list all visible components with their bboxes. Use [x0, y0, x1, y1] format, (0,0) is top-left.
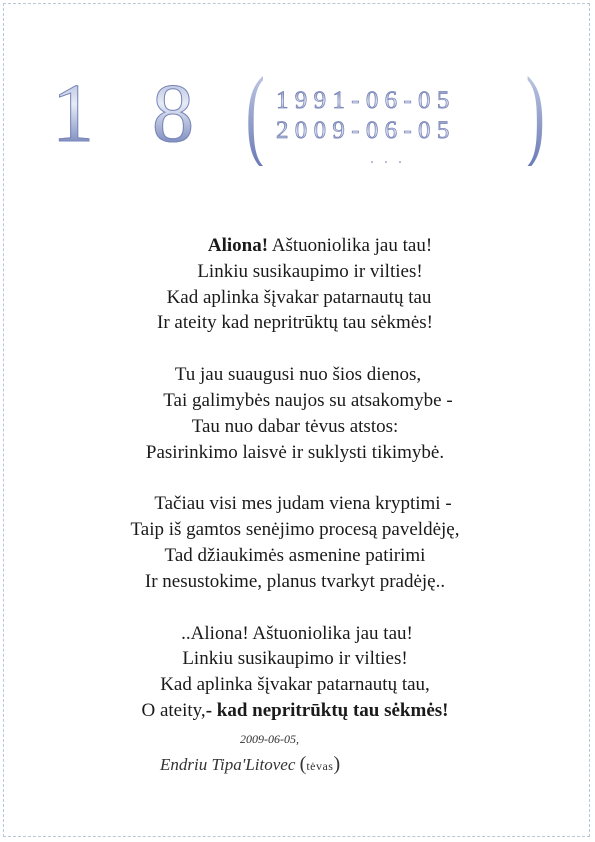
closing-wish-bold: - kad nepritrūktų tau sėkmės! [205, 699, 449, 721]
poem-line: Kad aplinka šįvakar patarnautų tau [166, 286, 432, 308]
poem-line: Tau nuo dabar tėvus atstos: [191, 415, 399, 437]
poem-line: Taip iš gamtos senėjimo procesą paveldėję, [130, 519, 460, 541]
stanza-4 [60, 621, 530, 724]
poem-line: Aliona! Aštuoniolika jau tau! [207, 235, 433, 256]
poem-line: ..Aliona! Aštuoniolika jau tau! [181, 622, 413, 644]
poem-line: Tačiau visi mes judam viena kryptimi - [154, 493, 452, 515]
poem-line: Tai galimybės naujos su atsakomybe - [163, 389, 453, 411]
stanza-1 [60, 233, 530, 336]
poem-line: Tad džiaukimės asmenine patirimi [164, 544, 426, 566]
poem-line: Linkiu susikaupimo ir vilties! [182, 648, 408, 670]
stanza-2 [60, 362, 530, 465]
poem-line: Ir ateity kad nepritrūktų tau sėkmės! [157, 312, 433, 334]
age-digit-eight: 8 [152, 67, 194, 160]
birth-date: 1991-06-05 [276, 87, 456, 114]
poem-line: Ir nesustokime, planus tvarkyt pradėję.. [144, 570, 446, 592]
age-digit-one: 1 [52, 67, 94, 160]
poem-line: Pasirinkimo laisvė ir suklysti tikimybė. [145, 441, 445, 463]
ellipsis: ... [370, 150, 412, 167]
signature-date: 2009-06-05, [240, 732, 299, 746]
poem-line: Kad aplinka šįvakar patarnautų tau, [160, 674, 430, 696]
signature [160, 732, 340, 776]
author-name: Endriu Tipa'Litovec [160, 755, 296, 774]
stanza-3 [60, 491, 530, 594]
signature-name-line [160, 753, 340, 776]
poem-line: Tu jau suaugusi nuo šios dienos, [174, 364, 422, 386]
poem [60, 233, 530, 750]
poem-line: O ateity,- kad nepritrūktų tau sėkmės! [141, 699, 449, 721]
poem-line: Linkiu susikaupimo ir vilties! [197, 260, 423, 282]
left-parenthesis: ( [245, 56, 265, 171]
role-paren-open: ( [299, 753, 307, 775]
role-paren-close: ) [333, 753, 341, 775]
name-bold: Aliona! [207, 235, 269, 256]
current-date: 2009-06-05 [276, 117, 456, 144]
author-role: tėvas [306, 759, 334, 773]
right-parenthesis: ) [525, 56, 545, 171]
